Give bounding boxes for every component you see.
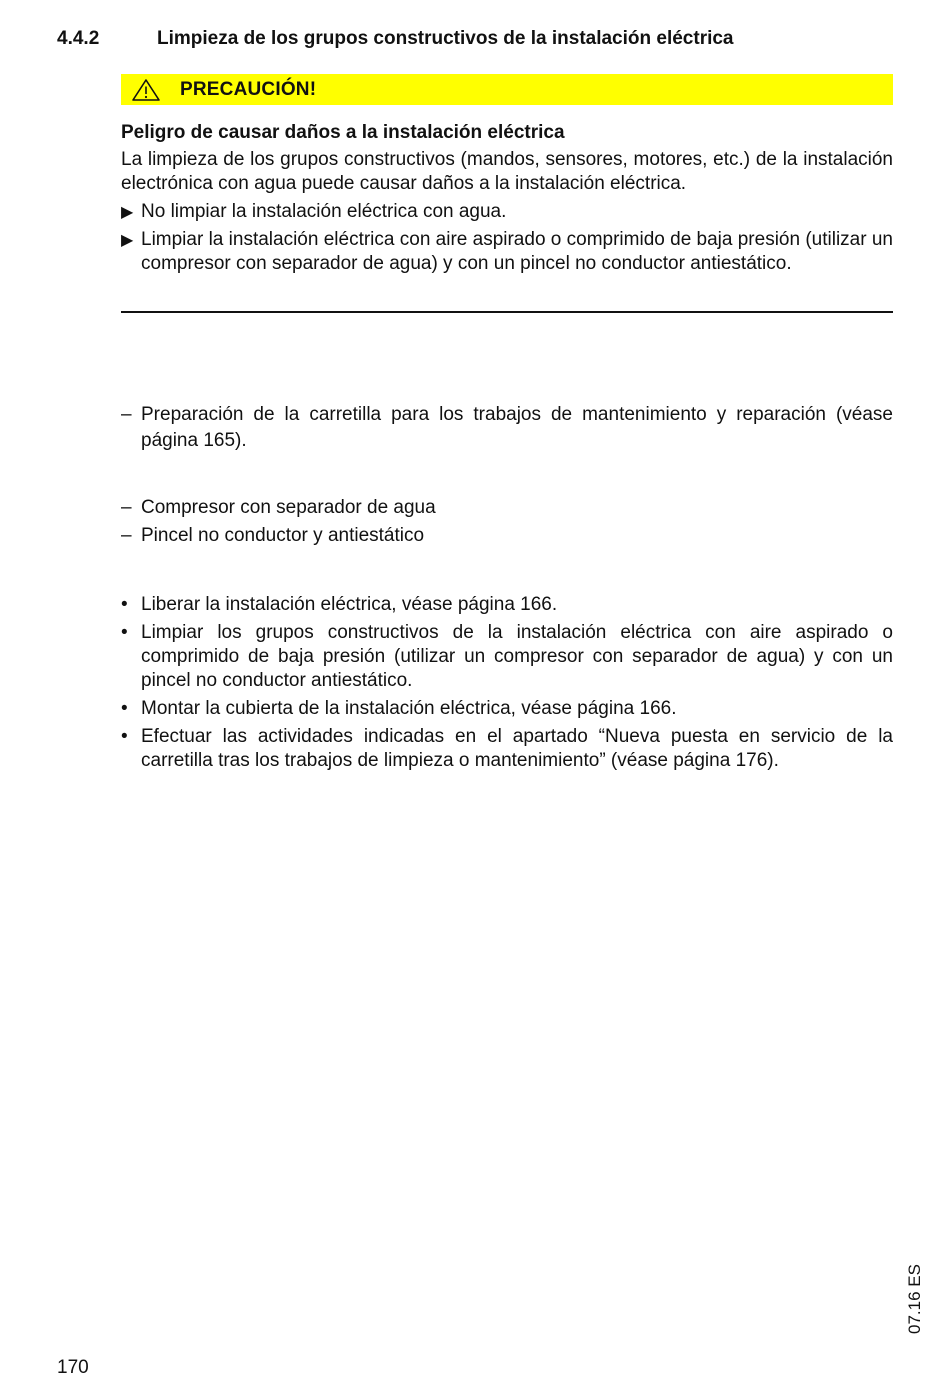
- procedure-step: [121, 621, 893, 693]
- section-number: 4.4.2: [57, 28, 100, 49]
- procedure-text: Efectuar las actividades indicadas en el apartado “Nueva puesta en servicio de la carretilla tras los trabajos de limpieza o mantenimiento” (véase página 176).: [141, 726, 893, 771]
- tool-item: [121, 496, 893, 520]
- requirement-text: Preparación de la carretilla para los trabajos de mantenimiento y reparación (véase página 165).: [141, 404, 893, 451]
- tool-text: Pincel no conductor y antiestático: [141, 525, 425, 546]
- bullet-marker: •: [121, 698, 128, 719]
- arrow-bullet-icon: ▶: [121, 232, 134, 249]
- bullet-marker: •: [121, 726, 128, 747]
- procedure-text: Liberar la instalación eléctrica, véase página 166.: [141, 594, 558, 615]
- dash-marker: –: [121, 497, 132, 518]
- procedure-step: [121, 697, 893, 721]
- procedure-step: [121, 725, 893, 773]
- dash-marker: –: [121, 525, 132, 546]
- bullet-marker: •: [121, 594, 128, 615]
- hazard-title: Peligro de causar daños a la instalación eléctrica: [121, 122, 565, 143]
- hazard-description: La limpieza de los grupos constructivos (mandos, sensores, motores, etc.) de la instalación electrónica con agua puede causar daños a la instalación eléctrica.: [121, 149, 893, 194]
- tool-text: Compresor con separador de agua: [141, 497, 436, 518]
- warning-action-text: No limpiar la instalación eléctrica con agua.: [141, 201, 507, 222]
- warning-triangle-icon: [131, 78, 161, 102]
- warning-action-item: [121, 228, 893, 276]
- dash-marker: –: [121, 404, 132, 425]
- arrow-bullet-icon: ▶: [121, 204, 134, 221]
- requirement-item: [121, 402, 893, 454]
- warning-action-item: [121, 200, 893, 224]
- edition-code: 07.16 ES: [905, 1264, 924, 1334]
- warning-divider: [121, 311, 893, 313]
- caution-banner: [121, 74, 893, 105]
- procedure-text: Limpiar los grupos constructivos de la instalación eléctrica con aire aspirado o comprimido de baja presión (utilizar un compresor con separador de agua) y con un pincel no conductor antiestático.: [141, 622, 893, 691]
- bullet-marker: •: [121, 622, 128, 643]
- section-title: Limpieza de los grupos constructivos de la instalación eléctrica: [157, 28, 734, 49]
- page-number: 170: [57, 1357, 89, 1378]
- caution-label: PRECAUCIÓN!: [180, 79, 317, 100]
- procedure-step: [121, 593, 893, 617]
- tool-item: [121, 524, 893, 548]
- procedure-text: Montar la cubierta de la instalación eléctrica, véase página 166.: [141, 698, 677, 719]
- warning-action-text: Limpiar la instalación eléctrica con aire aspirado o comprimido de baja presión (utilizar un compresor con separador de agua) y con un pincel no conductor antiestático.: [141, 229, 893, 274]
